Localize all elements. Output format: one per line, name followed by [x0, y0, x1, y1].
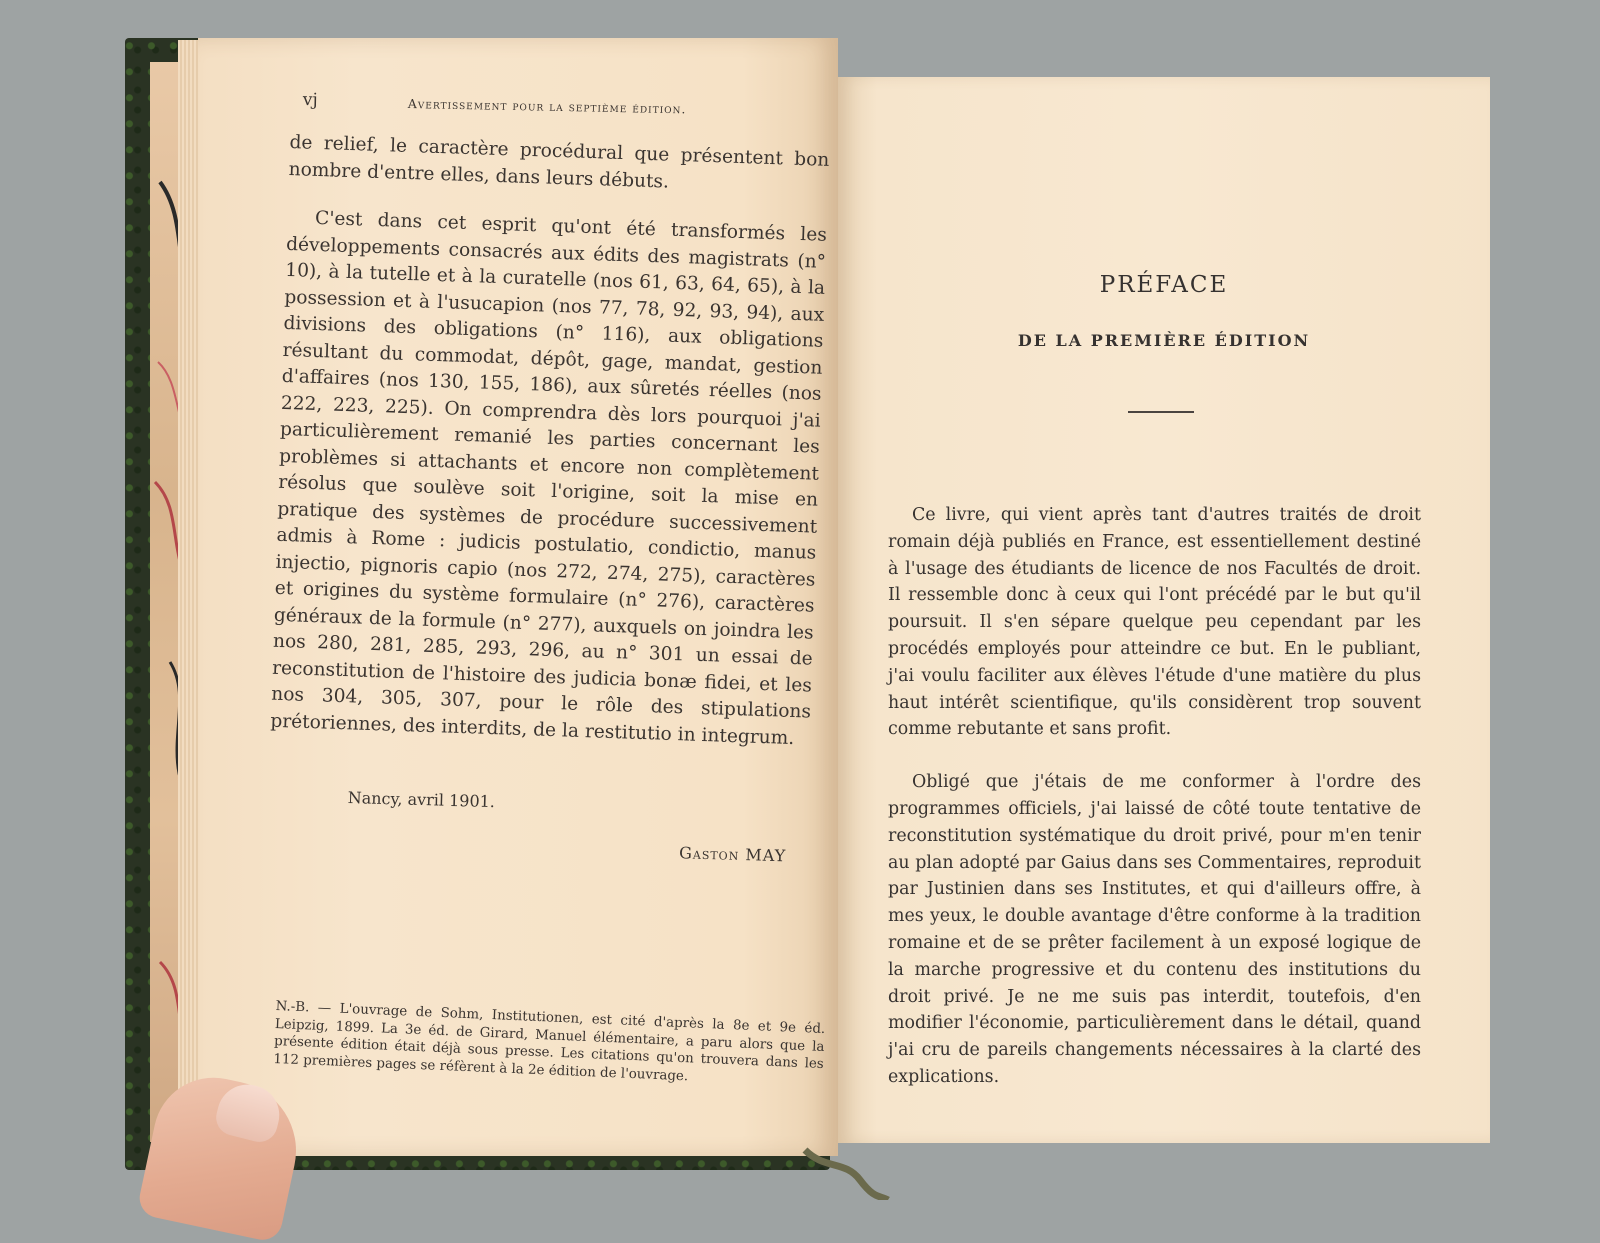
footnote: N.-B. — L'ouvrage de Sohm, Institutionen, est cité d'après la 8e et 9e éd. Leipzig, 1899. La 3e éd. de Girard, Manuel élémentaire, a paru alors que la présente édition était déjà sous presse. Les citations qu'on trouvera dans les 112 premières pages se réfèrent à la 2e édition de l'ouvrage.	[273, 998, 826, 1085]
title-rule	[1128, 411, 1194, 413]
page-number: vj	[302, 90, 318, 111]
left-paragraph-2: C'est dans cet esprit qu'ont été transformés les développements consacrés aux édits des magistrats (n° 10), à la tutelle et à la curatelle (nos 61, 63, 64, 65), à la possession et à l'usucapion (nos 77, 78, 92, 93, 94), aux divisions des obligations (n° 116), aux obligations résultant du commodat, dépôt, gage, mandat, gestion d'affaires (nos 130, 155, 186), aux sûretés réelles (nos 222, 223, 225). On comprendra dès lors pourquoi j'ai particulièrement remanié les parties concernant les problèmes si attachants et encore non complètement résolus que soulève soit l'origine, soit la mise en pratique des systèmes de procédure successivement admis à Rome : judicis postulatio, condictio, manus injectio, pignoris capio (nos 272, 274, 275), caractères et origines du système formulaire (n° 276), caractères généraux de la formule (n° 277), auxquels on joindra les nos 280, 281, 285, 293, 296, au n° 301 un essai de reconstitution de l'histoire des judicia bonæ fidei, et les nos 304, 305, 307, pour le rôle des stipulations prétoriennes, des interdits, de la restitutio in integrum.	[270, 207, 828, 749]
right-page-body	[888, 502, 1421, 1117]
left-paragraph-1: de relief, le caractère procédural que présentent bon nombre d'entre elles, dans leurs débuts.	[288, 131, 830, 193]
bookmark-ribbon	[800, 1140, 890, 1200]
right-page	[838, 77, 1490, 1143]
signoff	[346, 788, 788, 870]
right-paragraph-2: Obligé que j'étais de me conformer à l'ordre des programmes officiels, j'ai laissé de côté toute tentative de reconstitution systématique du droit privé, pour m'en tenir au plan adopté par Gaius dans ses Commentaires, reproduit par Justinien dans ses Institutes, et qui d'ailleurs offre, à mes yeux, le double avantage d'être conforme à la tradition romaine et de se prêter facilement à un exposé logique de la marche progressive et du contenu des institutions du droit privé. Je ne me suis pas interdit, toutefois, d'en modifier l'économie, particulièrement dans le détail, quand j'ai cru de pareils changements nécessaires à la clarté des explications.	[888, 772, 1421, 1087]
preface-subtitle: DE LA PREMIÈRE ÉDITION	[1017, 331, 1311, 350]
preface-title: PRÉFACE	[1099, 272, 1229, 298]
left-page	[198, 38, 838, 1156]
left-page-body	[269, 130, 829, 775]
running-head-title: Avertissement pour la septième édition.	[407, 96, 687, 117]
place-date: Nancy, avril 1901.	[347, 788, 496, 812]
author-signature: Gaston MAY	[678, 843, 787, 866]
right-paragraph-1: Ce livre, qui vient après tant d'autres traités de droit romain déjà publiés en France, est essentiellement destiné à l'usage des étudiants de licence de nos Facultés de droit. Il ressemble donc à ceux qui l'ont précédé par le but qu'il poursuit. Il s'en sépare quelque peu cependant par les procédés employés pour atteindre ce but. En le publiant, j'ai voulu faciliter aux élèves l'étude d'une matière du plus haut intérêt scientifique, qu'ils considèrent trop souvent comme rebutante et sans profit.	[888, 505, 1421, 740]
running-head	[302, 90, 823, 117]
